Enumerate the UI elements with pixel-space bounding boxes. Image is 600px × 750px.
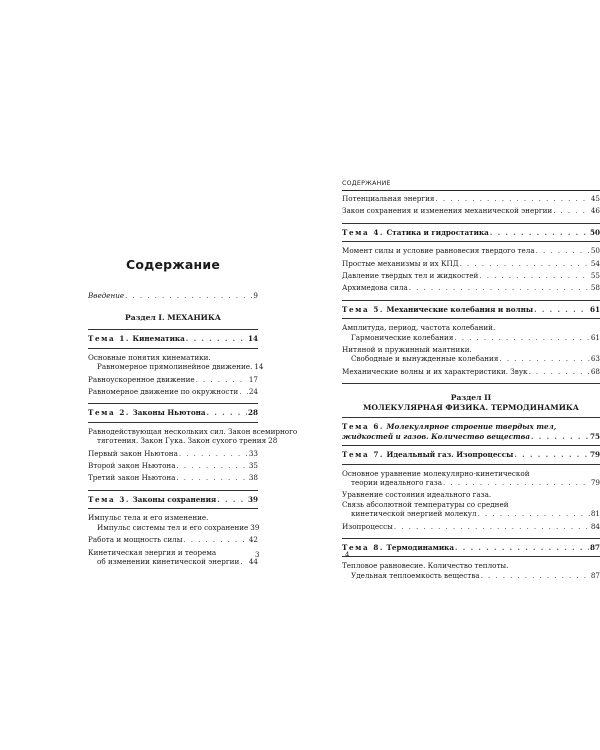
toc-line: Основные понятия кинематики. xyxy=(88,352,211,362)
toc-line: Кинетическая энергия и теорема xyxy=(88,547,217,557)
theme-block xyxy=(88,334,264,404)
toc-entry: Изопроцессы . . . 84 xyxy=(342,522,600,531)
divider xyxy=(88,348,258,349)
divider xyxy=(342,241,600,242)
page-number: 4 xyxy=(345,551,350,559)
toc-entry: Простые механизмы и их КПД . . . 54 xyxy=(342,259,600,268)
toc-entry: теории идеального газа . . . 79 xyxy=(342,478,600,487)
page-number: 3 xyxy=(255,551,260,559)
theme-heading: Тема 4. Статика и гидростатика . . . 50 xyxy=(342,228,600,237)
toc-entry: Потенциальная энергия . . . 45 xyxy=(342,194,600,203)
right-top-items xyxy=(342,194,600,224)
divider xyxy=(88,422,258,423)
divider xyxy=(342,417,600,418)
toc-entry: Архимедова сила . . . 58 xyxy=(342,283,600,292)
right-theme-list xyxy=(342,228,600,384)
divider xyxy=(342,318,600,319)
toc-entry: Работа и мощность силы . . . 42 xyxy=(88,535,258,544)
toc-entry: Давление твердых тел и жидкостей . . . 55 xyxy=(342,271,600,280)
theme-heading: Тема 8. Термодинамика . . . 87 xyxy=(342,543,600,552)
toc-entry: об изменении кинетической энергии . . . 44 xyxy=(88,557,258,566)
toc-line: Нитяной и пружинный маятники. xyxy=(342,345,472,355)
theme-6: Тема 6. Молекулярное строение твердых тел, жидкостей и газов. Количество вещества . . . 75 xyxy=(342,422,600,441)
divider xyxy=(342,383,600,384)
toc-entry: кинетической энергией молекул . . . 81 xyxy=(342,509,600,518)
theme-block xyxy=(342,450,600,539)
divider xyxy=(342,556,600,557)
divider xyxy=(342,464,600,465)
toc-entry: Закон сохранения и изменения механической энергии . . . 46 xyxy=(342,206,600,215)
divider xyxy=(342,538,600,539)
contents-heading: Содержание xyxy=(125,257,221,272)
toc-entry: Гармонические колебания . . . 61 xyxy=(342,333,600,342)
part-label: Раздел II xyxy=(450,393,492,403)
theme-block xyxy=(342,543,600,583)
divider xyxy=(88,490,258,491)
toc-line: Импульс тела и его изменение. xyxy=(88,513,209,523)
toc-line: Тепловое равновесие. Количество теплоты. xyxy=(342,561,509,571)
toc-entry: Момент силы и условие равновесия твердого тела . . . 50 xyxy=(342,246,600,255)
toc-entry: Третий закон Ньютона . . . 38 xyxy=(88,473,258,482)
toc-line: Равнодействующая нескольких сил. Закон всемирного xyxy=(88,426,298,436)
theme-heading: Тема 7. Идеальный газ. Изопроцессы . . . 79 xyxy=(342,450,600,459)
divider xyxy=(88,403,258,404)
theme-8 xyxy=(342,543,600,583)
divider xyxy=(342,300,600,301)
divider xyxy=(342,223,600,224)
toc-entry: Импульс системы тел и его сохранение 39 xyxy=(97,522,260,532)
theme-block xyxy=(342,305,600,379)
toc-entry: Равноускоренное движение . . . 17 xyxy=(88,375,258,384)
part-title: Раздел I. МЕХАНИКА xyxy=(125,313,221,323)
toc-entry: Удельная теплоемкость вещества . . . 87 xyxy=(342,571,600,580)
toc-entry: Свободные и вынужденные колебания . . . 63 xyxy=(342,354,600,363)
theme-block xyxy=(88,495,258,569)
toc-entry: Равномерное прямолинейное движение. 14 xyxy=(97,362,264,372)
left-page xyxy=(88,257,298,569)
divider xyxy=(342,445,600,446)
theme-block xyxy=(88,408,298,490)
theme-heading: Тема 5. Механические колебания и волны . . . 61 xyxy=(342,305,600,314)
theme-7 xyxy=(342,450,600,539)
toc-line: Связь абсолютной температуры со средней xyxy=(342,499,509,509)
theme-heading: Тема 3. Законы сохранения . . . 39 xyxy=(88,495,258,504)
right-page xyxy=(342,180,600,583)
theme-heading: Тема 1. Кинематика . . . 14 xyxy=(88,334,258,343)
theme-block xyxy=(342,228,600,301)
toc-line: Амплитуда, период, частота колебаний. xyxy=(342,323,496,333)
divider xyxy=(88,508,258,509)
toc-entry-intro: Введение . . . 9 xyxy=(88,291,258,300)
toc-line: Уравнение состояния идеального газа. xyxy=(342,490,492,500)
theme-heading: Тема 2. Законы Ньютона . . . 28 xyxy=(88,408,258,417)
toc-entry: Механические волны и их характеристики. Звук . . . 68 xyxy=(342,367,600,376)
toc-entry: Первый закон Ньютона . . . 33 xyxy=(88,449,258,458)
toc-entry: тяготения. Закон Гука. Закон сухого трения 28 xyxy=(97,436,278,446)
toc-line: Основное уравнение молекулярно-кинетической xyxy=(342,468,530,478)
part-title-2: МОЛЕКУЛЯРНАЯ ФИЗИКА. ТЕРМОДИНАМИКА xyxy=(363,403,579,413)
divider xyxy=(88,329,258,330)
toc-entry: Равномерное движение по окружности . . . 24 xyxy=(88,387,258,396)
left-theme-list xyxy=(88,334,298,569)
toc-entry: Второй закон Ньютона . . . 35 xyxy=(88,461,258,470)
running-head: СОДЕРЖАНИЕ xyxy=(342,180,600,191)
